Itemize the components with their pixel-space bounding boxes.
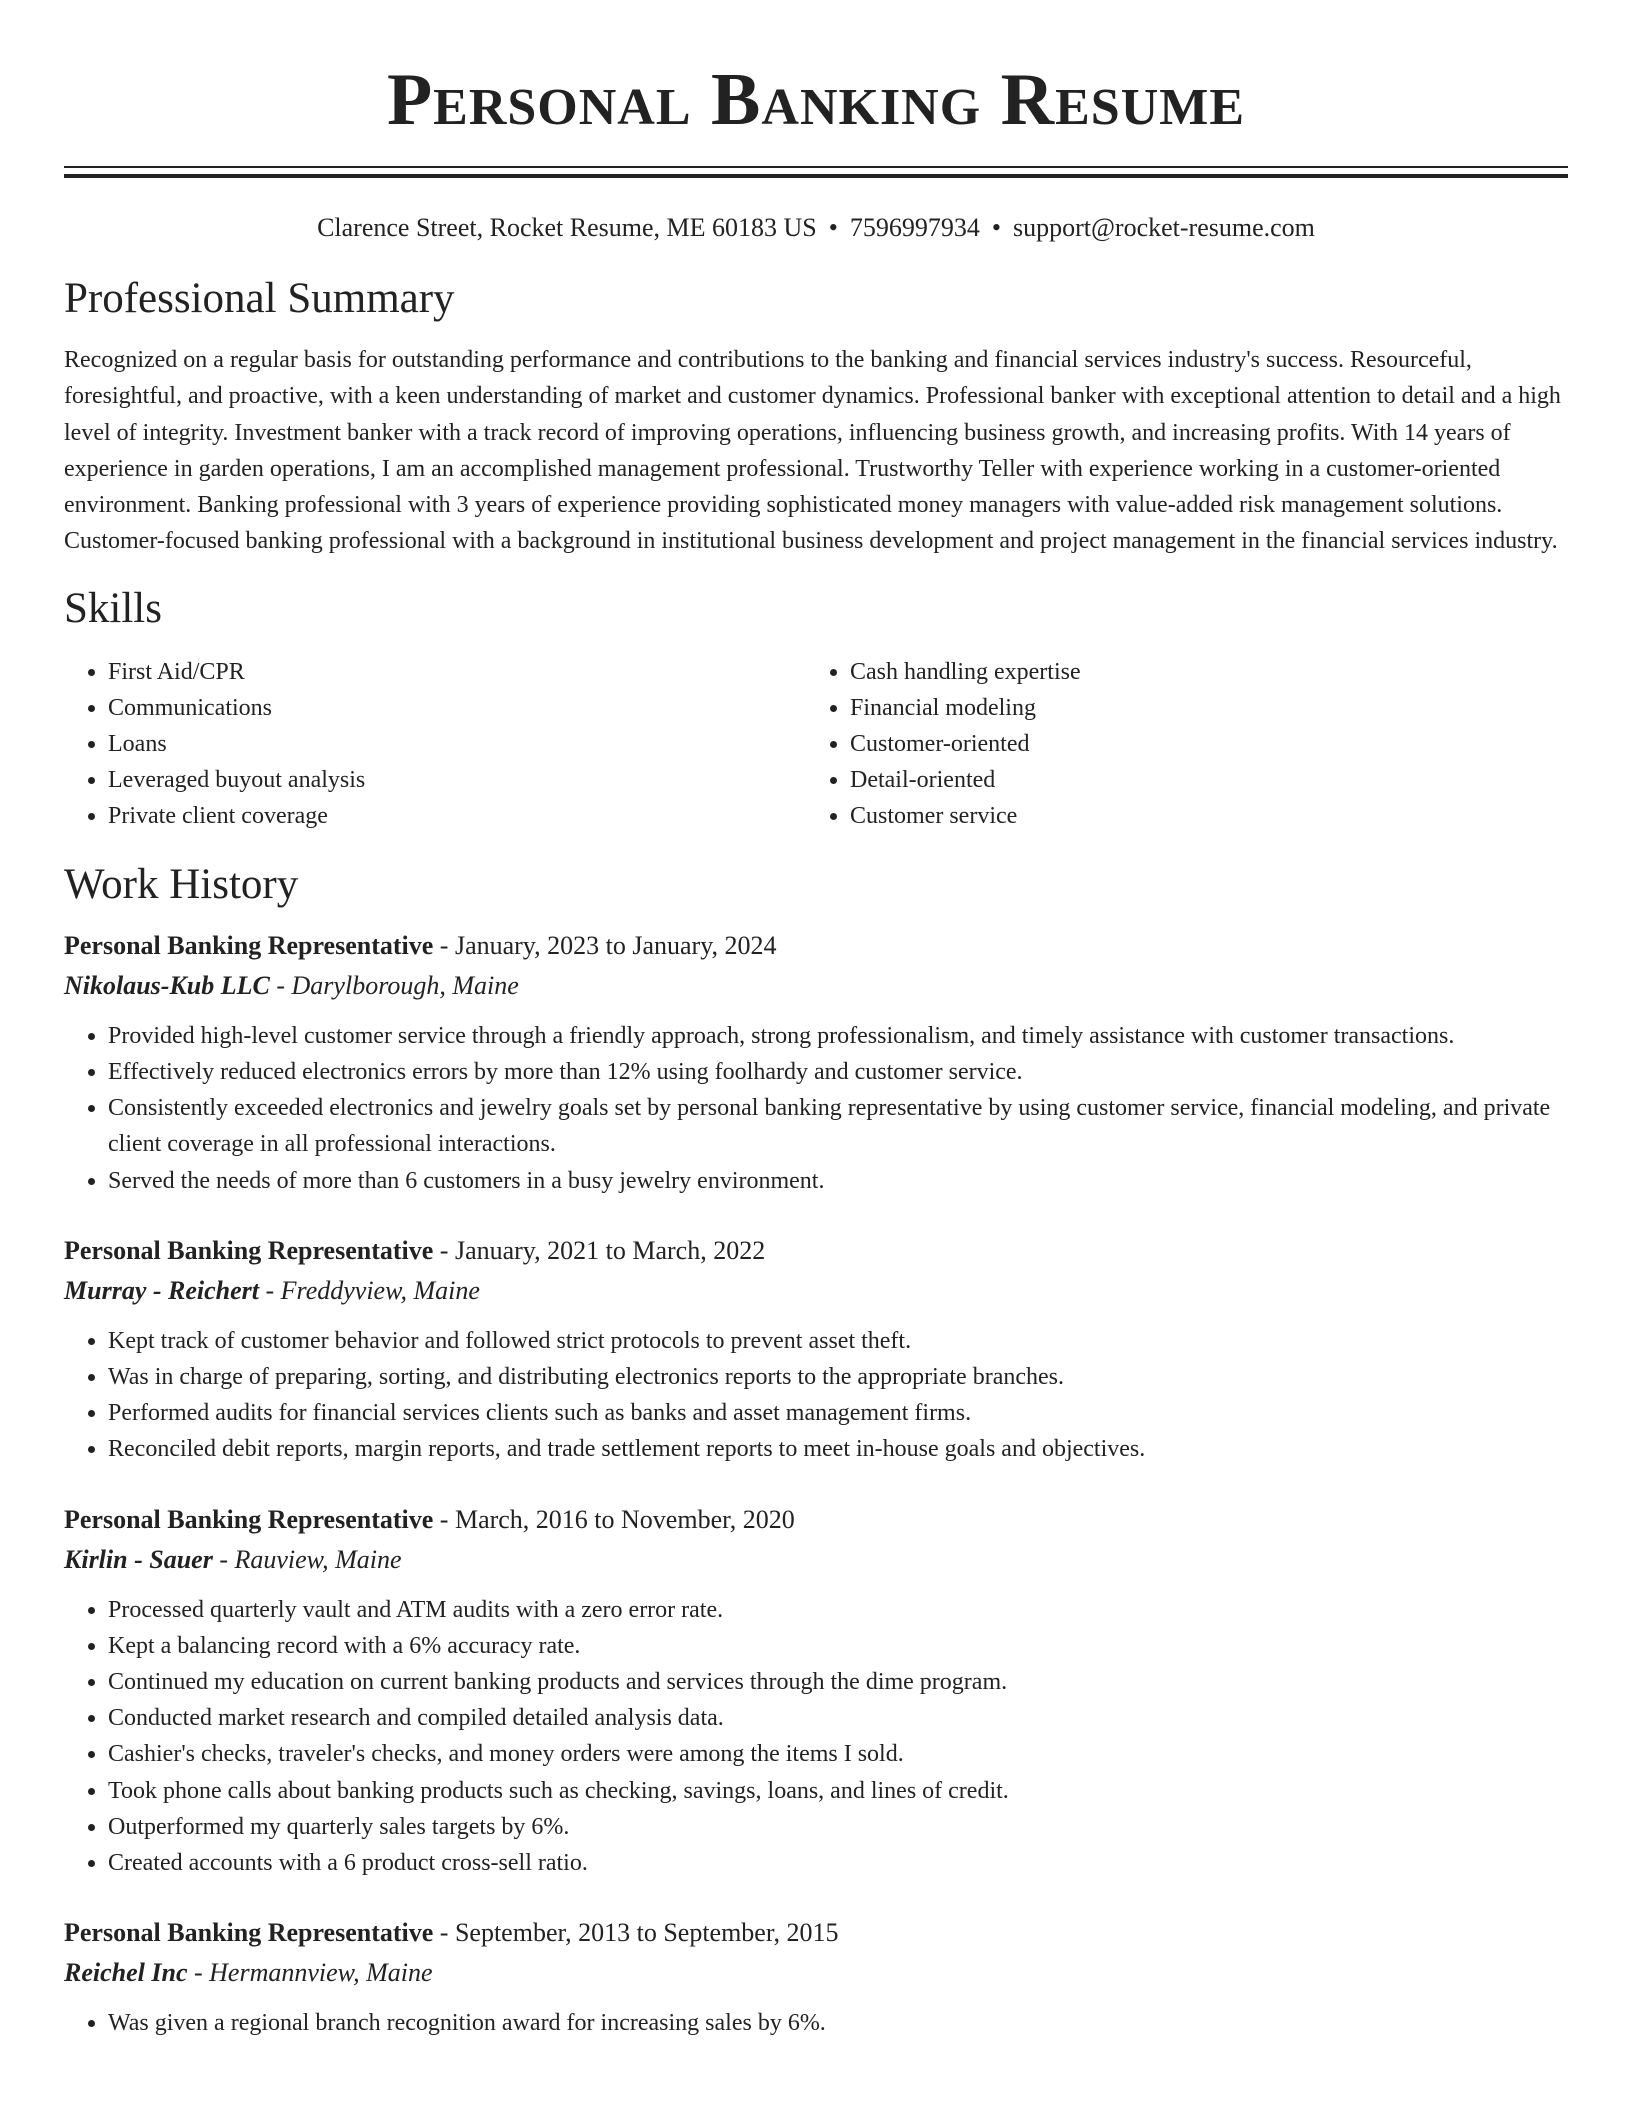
skill-item: • First Aid/CPR	[108, 654, 806, 690]
work-history-heading: Work History	[64, 860, 299, 908]
job-bullet: • Was given a regional branch recognition award for increasing sales by 6%.	[108, 2005, 1568, 2041]
job-entry	[64, 1913, 1568, 2041]
job-location: - Freddyview, Maine	[259, 1275, 480, 1305]
contact-line	[64, 212, 1568, 244]
skill-item: • Communications	[108, 690, 806, 726]
job-bullet: • Provided high-level customer service through a friendly approach, strong professionalism, and timely assistance with customer transactions.	[108, 1018, 1568, 1054]
job-title-line	[64, 926, 1568, 966]
job-location: - Darylborough, Maine	[269, 970, 519, 1000]
job-bullet: • Reconciled debit reports, margin reports, and trade settlement reports to meet in-house goals and objectives.	[108, 1431, 1568, 1467]
job-bullet: • Consistently exceeded electronics and jewelry goals set by personal banking representative by using customer service, financial modeling, and private client coverage in all professional interactions.	[108, 1090, 1568, 1162]
job-entry	[64, 926, 1568, 1199]
job-dates: - September, 2013 to September, 2015	[433, 1918, 839, 1948]
job-company-line	[64, 1540, 1568, 1580]
job-bullet: • Effectively reduced electronics errors by more than 12% using foolhardy and customer service.	[108, 1054, 1568, 1090]
job-bullet: • Created accounts with a 6 product cross-sell ratio.	[108, 1845, 1568, 1881]
skill-item: • Private client coverage	[108, 798, 806, 834]
job-company-line	[64, 966, 1568, 1006]
job-bullet: • Outperformed my quarterly sales targets by 6%.	[108, 1809, 1568, 1845]
skill-item: • Loans	[108, 726, 806, 762]
job-entry	[64, 1231, 1568, 1468]
skill-item: • Customer service	[850, 798, 1568, 834]
job-role: Personal Banking Representative	[64, 1504, 434, 1534]
skills-column-right	[806, 654, 1568, 834]
skill-item: • Leveraged buyout analysis	[108, 762, 806, 798]
job-title-line	[64, 1231, 1568, 1271]
job-bullet: • Processed quarterly vault and ATM audits with a zero error rate.	[108, 1592, 1568, 1628]
job-title-line	[64, 1500, 1568, 1540]
job-bullets	[64, 2005, 1568, 2041]
job-entry	[64, 1500, 1568, 1882]
job-dates: - January, 2021 to March, 2022	[433, 1235, 766, 1265]
contact-email: support@rocket-resume.com	[1012, 213, 1315, 242]
job-bullet: • Performed audits for financial services clients such as banks and asset management firms.	[108, 1395, 1568, 1431]
job-bullet: • Was in charge of preparing, sorting, and distributing electronics reports to the appropriate branches.	[108, 1359, 1568, 1395]
job-location: - Hermannview, Maine	[187, 1958, 433, 1988]
job-bullet: • Served the needs of more than 6 customers in a busy jewelry environment.	[108, 1163, 1568, 1199]
job-company: Nikolaus-Kub LLC	[64, 970, 270, 1000]
contact-separator: •	[991, 213, 1001, 242]
job-dates: - March, 2016 to November, 2020	[433, 1504, 795, 1534]
job-role: Personal Banking Representative	[64, 1235, 434, 1265]
job-role: Personal Banking Representative	[64, 930, 434, 960]
job-bullet: • Took phone calls about banking products such as checking, savings, loans, and lines of credit.	[108, 1773, 1568, 1809]
title-rule-thin	[64, 166, 1568, 168]
job-location: - Rauview, Maine	[212, 1544, 402, 1574]
resume-title: Personal Banking Resume	[386, 59, 1246, 141]
summary-text: Recognized on a regular basis for outstanding performance and contributions to the banking and financial services industry's success. Resourceful, foresightful, and proactive, with a keen understanding of market and customer dynamics. Professional banker with exceptional attention to detail and a high level of integrity. Investment banker with a track record of improving operations, influencing business growth, and increasing profits. With 14 years of experience in garden operations, I am an accomplished management professional. Trustworthy Teller with experience working in a customer-oriented environment. Banking professional with 3 years of experience providing sophisticated money managers with value-added risk management solutions. Customer-focused banking professional with a background in institutional business development and project management in the financial services industry.	[64, 347, 1561, 555]
skill-item: • Cash handling expertise	[850, 654, 1568, 690]
job-company: Reichel Inc	[64, 1958, 188, 1988]
job-dates: - January, 2023 to January, 2024	[433, 930, 777, 960]
skill-item: • Customer-oriented	[850, 726, 1568, 762]
job-bullets	[64, 1323, 1568, 1468]
job-company: Murray - Reichert	[64, 1275, 259, 1305]
job-bullet: • Kept track of customer behavior and followed strict protocols to prevent asset theft.	[108, 1323, 1568, 1359]
summary-heading: Professional Summary	[64, 275, 455, 322]
job-bullets	[64, 1018, 1568, 1199]
contact-address: Clarence Street, Rocket Resume, ME 60183 US	[317, 213, 817, 242]
skill-item: • Detail-oriented	[850, 762, 1568, 798]
skill-item: • Financial modeling	[850, 690, 1568, 726]
skills-heading: Skills	[64, 584, 162, 632]
job-bullets	[64, 1592, 1568, 1882]
job-title-line	[64, 1913, 1568, 1953]
contact-phone: 7596997934	[849, 213, 980, 242]
job-bullet: • Kept a balancing record with a 6% accuracy rate.	[108, 1628, 1568, 1664]
skills-list	[64, 654, 1568, 834]
job-company: Kirlin - Sauer	[64, 1544, 213, 1574]
resume-page	[64, 0, 1568, 2041]
contact-separator: •	[828, 213, 838, 242]
job-company-line	[64, 1271, 1568, 1311]
job-bullet: • Continued my education on current banking products and services through the dime program.	[108, 1664, 1568, 1700]
job-bullet: • Conducted market research and compiled detailed analysis data.	[108, 1700, 1568, 1736]
skills-column-left	[64, 654, 806, 834]
job-bullet: • Cashier's checks, traveler's checks, and money orders were among the items I sold.	[108, 1736, 1568, 1772]
job-role: Personal Banking Representative	[64, 1918, 434, 1948]
job-company-line	[64, 1953, 1568, 1993]
title-rule-thick	[64, 174, 1568, 178]
